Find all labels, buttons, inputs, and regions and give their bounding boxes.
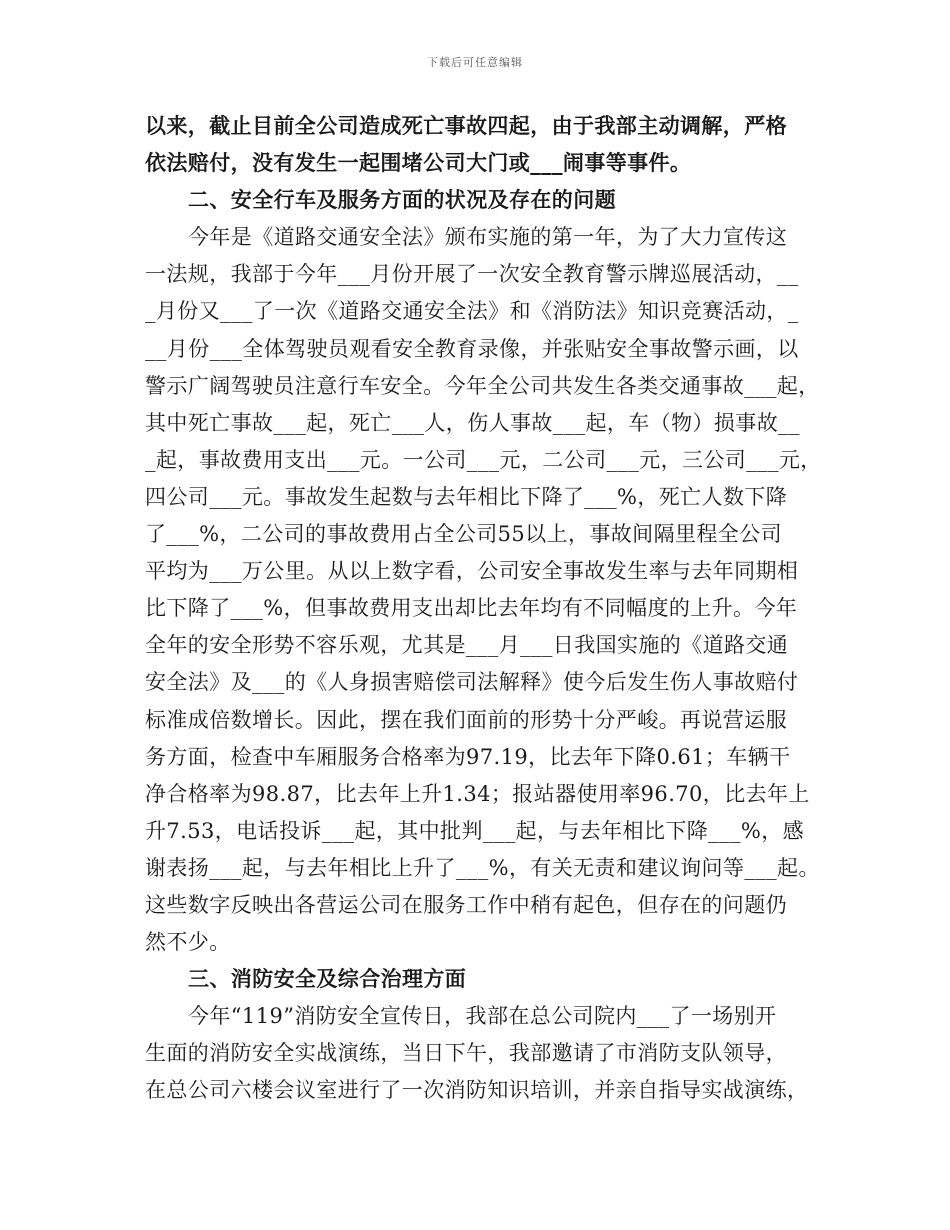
paragraph-line: 今年是《道路交通安全法》颁布实施的第一年，为了大力宣传这 [188, 225, 788, 250]
paragraph-line: _起，事故费用支出___元。一公司___元，二公司___元，三公司___元， [145, 447, 822, 472]
paragraph-line: __月份___全体驾驶员观看安全教育录像，并张贴安全事故警示画，以 [145, 336, 799, 361]
paragraph-line: 全年的安全形势不容乐观，尤其是___月___日我国实施的《道路交通 [145, 633, 789, 658]
paragraph-line: _月份又___了一次《道路交通安全法》和《消防法》知识竞赛活动，_ [145, 299, 799, 324]
paragraph-line: 警示广阔驾驶员注意行车安全。今年全公司共发生各类交通事故___起， [145, 373, 820, 398]
document-body [145, 108, 845, 1110]
section-heading-2: 二、安全行车及服务方面的状况及存在的问题 [188, 188, 616, 213]
paragraph-line: 以来，截止目前全公司造成死亡事故四起，由于我部主动调解，严格 [145, 114, 787, 138]
section-heading-3: 三、消防安全及综合治理方面 [188, 967, 467, 992]
paragraph-line: 比下降了___%，但事故费用支出却比去年均有不同幅度的上升。今年 [145, 596, 798, 621]
paragraph-line: 安全法》及___的《人身损害赔偿司法解释》使今后发生伤人事故赔付 [145, 670, 799, 695]
paragraph-line: 务方面，检查中车厢服务合格率为97.19，比去年下降0.61；车辆干 [145, 744, 791, 769]
paragraph-line: 这些数字反映出各营运公司在服务工作中稍有起色，但存在的问题仍 [145, 892, 787, 917]
paragraph-line: 净合格率为98.87，比去年上升1.34；报站器使用率96.70，比去年上 [145, 781, 810, 806]
paragraph-line: 平均为___万公里。从以上数字看，公司安全事故发生率与去年同期相 [145, 559, 799, 584]
paragraph-line: 了___%，二公司的事故费用占全公司55以上，事故间隔里程全公司 [145, 522, 782, 547]
paragraph-line: 今年“119”消防安全宣传日，我部在总公司院内___了一场别开 [188, 1004, 777, 1029]
paragraph-line: 标准成倍数增长。因此，摆在我们面前的形势十分严峻。再说营运服 [145, 707, 787, 732]
paragraph-line: 然不少。 [145, 930, 231, 955]
paragraph-line: 谢表扬___起，与去年相比上升了___%，有关无责和建议询问等___起。 [145, 855, 820, 880]
page-header: 下载后可任意编辑 [427, 56, 523, 69]
paragraph-line: 四公司___元。事故发生起数与去年相比下降了___%，死亡人数下降 [145, 484, 788, 509]
paragraph-line: 一法规，我部于今年___月份开展了一次安全教育警示牌巡展活动，__ [145, 262, 799, 287]
paragraph-line: 依法赔付，没有发生一起围堵公司大门或___闹事等事件。 [145, 151, 692, 176]
paragraph-line: 在总公司六楼会议室进行了一次消防知识培训，并亲自指导实战演练， [145, 1078, 809, 1103]
paragraph-line: 其中死亡事故___起，死亡___人，伤人事故___起，车（物）损事故__ [145, 410, 800, 435]
paragraph-line: 升7.53，电话投诉___起，其中批判___起，与去年相比下降___%，感 [145, 818, 805, 843]
paragraph-line: 生面的消防安全实战演练，当日下午，我部邀请了市消防支队领导， [145, 1041, 787, 1066]
